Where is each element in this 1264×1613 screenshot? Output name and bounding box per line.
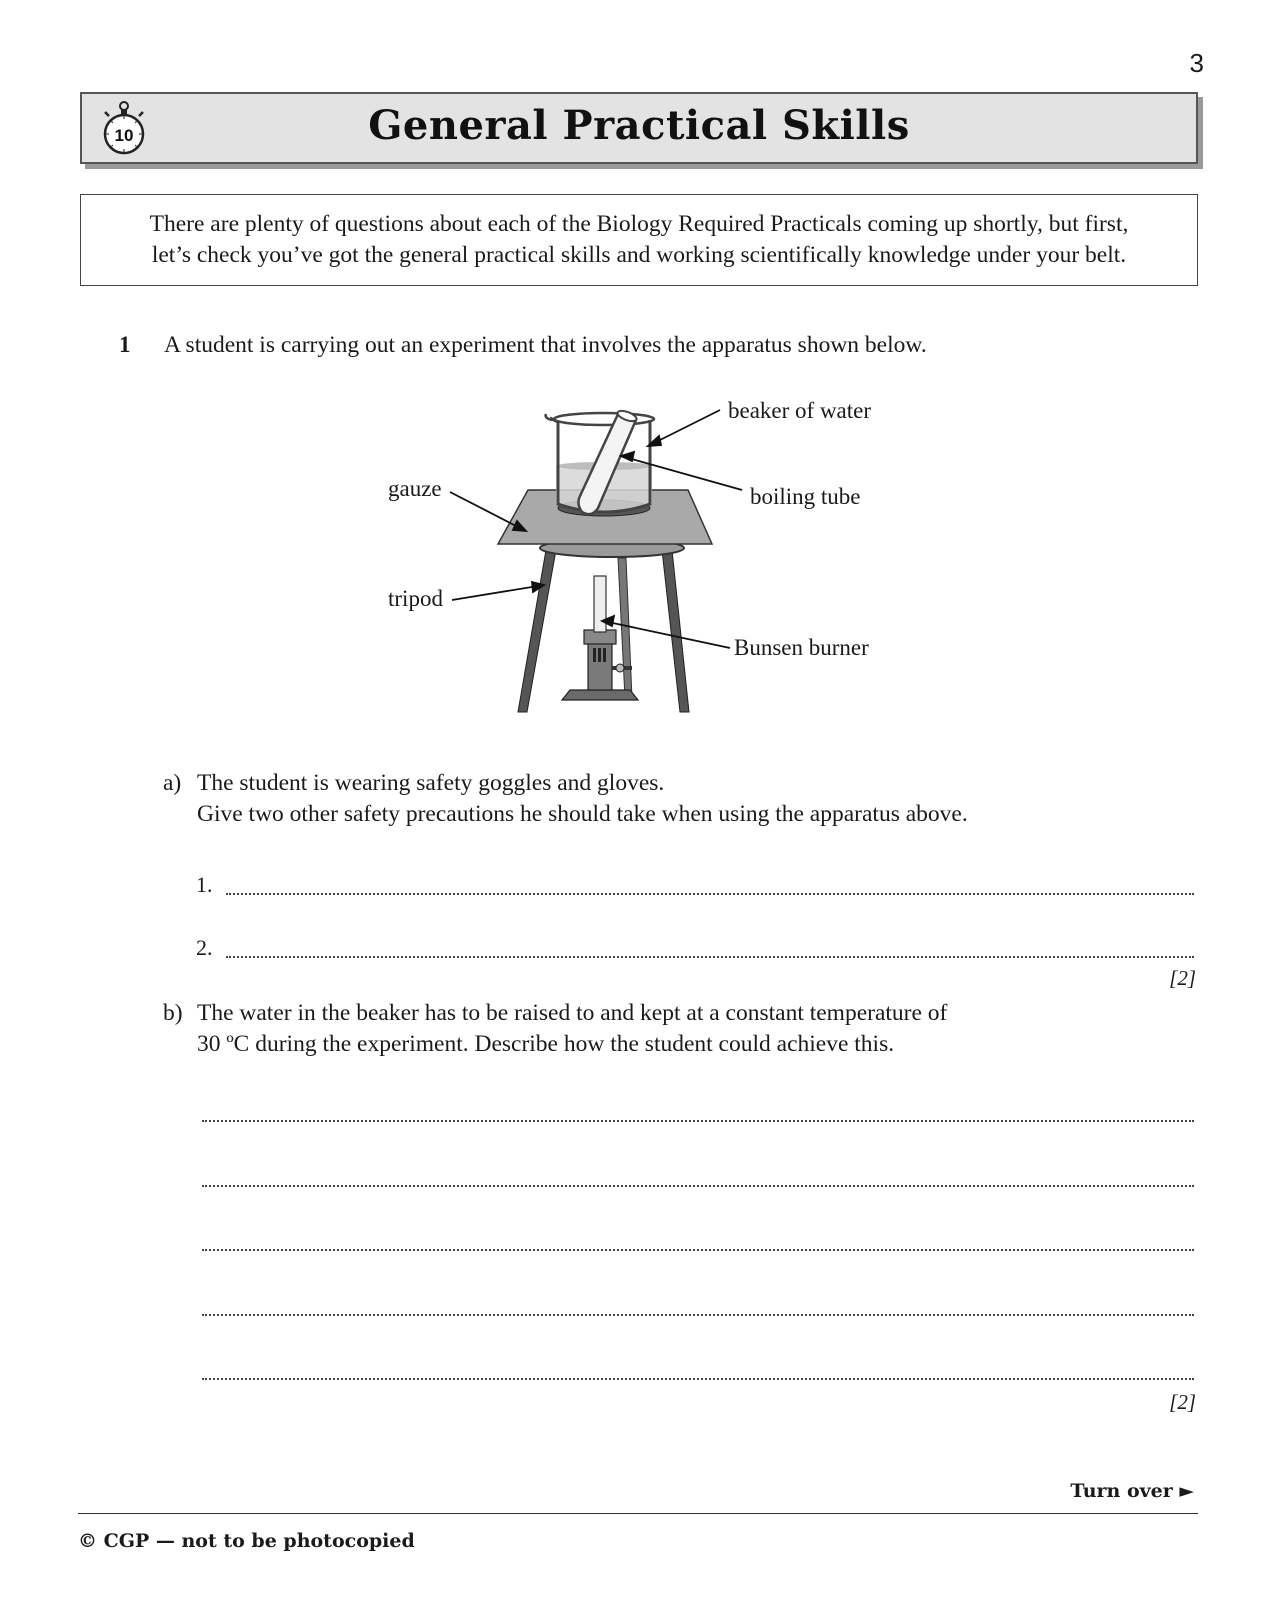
answer-label-2: 2. <box>196 935 213 960</box>
part-a-line-1: The student is wearing safety goggles and gloves. <box>197 770 665 796</box>
answer-line-b4[interactable] <box>202 1314 1194 1316</box>
page-title: General Practical Skills <box>368 102 910 149</box>
footer-divider <box>78 1513 1198 1514</box>
answer-line-a2[interactable] <box>226 956 1194 958</box>
question-number: 1 <box>119 332 131 357</box>
question-text: A student is carrying out an experiment that involves the apparatus shown below. <box>164 332 927 358</box>
turn-over-prompt: Turn over ► <box>1070 1480 1194 1502</box>
answer-line-a1[interactable] <box>226 893 1194 895</box>
page-number: 3 <box>1189 48 1204 78</box>
part-b-text <box>197 998 947 1060</box>
answer-label-1: 1. <box>196 872 213 897</box>
label-beaker: beaker of water <box>728 400 872 423</box>
label-tripod: tripod <box>388 586 443 611</box>
answer-line-b5[interactable] <box>202 1378 1194 1380</box>
apparatus-diagram <box>380 400 940 740</box>
marks-part-a: [2] <box>1169 966 1196 990</box>
answer-line-b1[interactable] <box>202 1120 1194 1122</box>
intro-line-2: let’s check you’ve got the general practical skills and working scientifically knowledge under your belt. <box>151 242 1127 268</box>
label-gauze: gauze <box>388 476 442 501</box>
part-a-label: a) <box>163 770 182 796</box>
intro-line-1: There are plenty of questions about each of the Biology Required Practicals coming up shortly, but first, <box>149 211 1129 237</box>
copyright-notice: © CGP — not to be photocopied <box>78 1530 415 1552</box>
timer-minutes: 10 <box>114 126 134 145</box>
marks-part-b: [2] <box>1169 1390 1196 1414</box>
answer-line-b2[interactable] <box>202 1185 1194 1187</box>
label-bunsen-burner: Bunsen burner <box>734 635 869 660</box>
label-boiling-tube: boiling tube <box>750 484 861 509</box>
part-b-label: b) <box>163 1000 183 1026</box>
part-a-line-2: Give two other safety precautions he should take when using the apparatus above. <box>197 801 968 827</box>
part-a-text <box>197 768 968 830</box>
answer-line-b3[interactable] <box>202 1249 1194 1251</box>
part-b-line-2: 30 ºC during the experiment. Describe how the student could achieve this. <box>197 1031 895 1057</box>
title-banner <box>80 92 1198 164</box>
intro-box <box>80 194 1198 286</box>
part-b-line-1: The water in the beaker has to be raised to and kept at a constant temperature of <box>197 1000 948 1026</box>
